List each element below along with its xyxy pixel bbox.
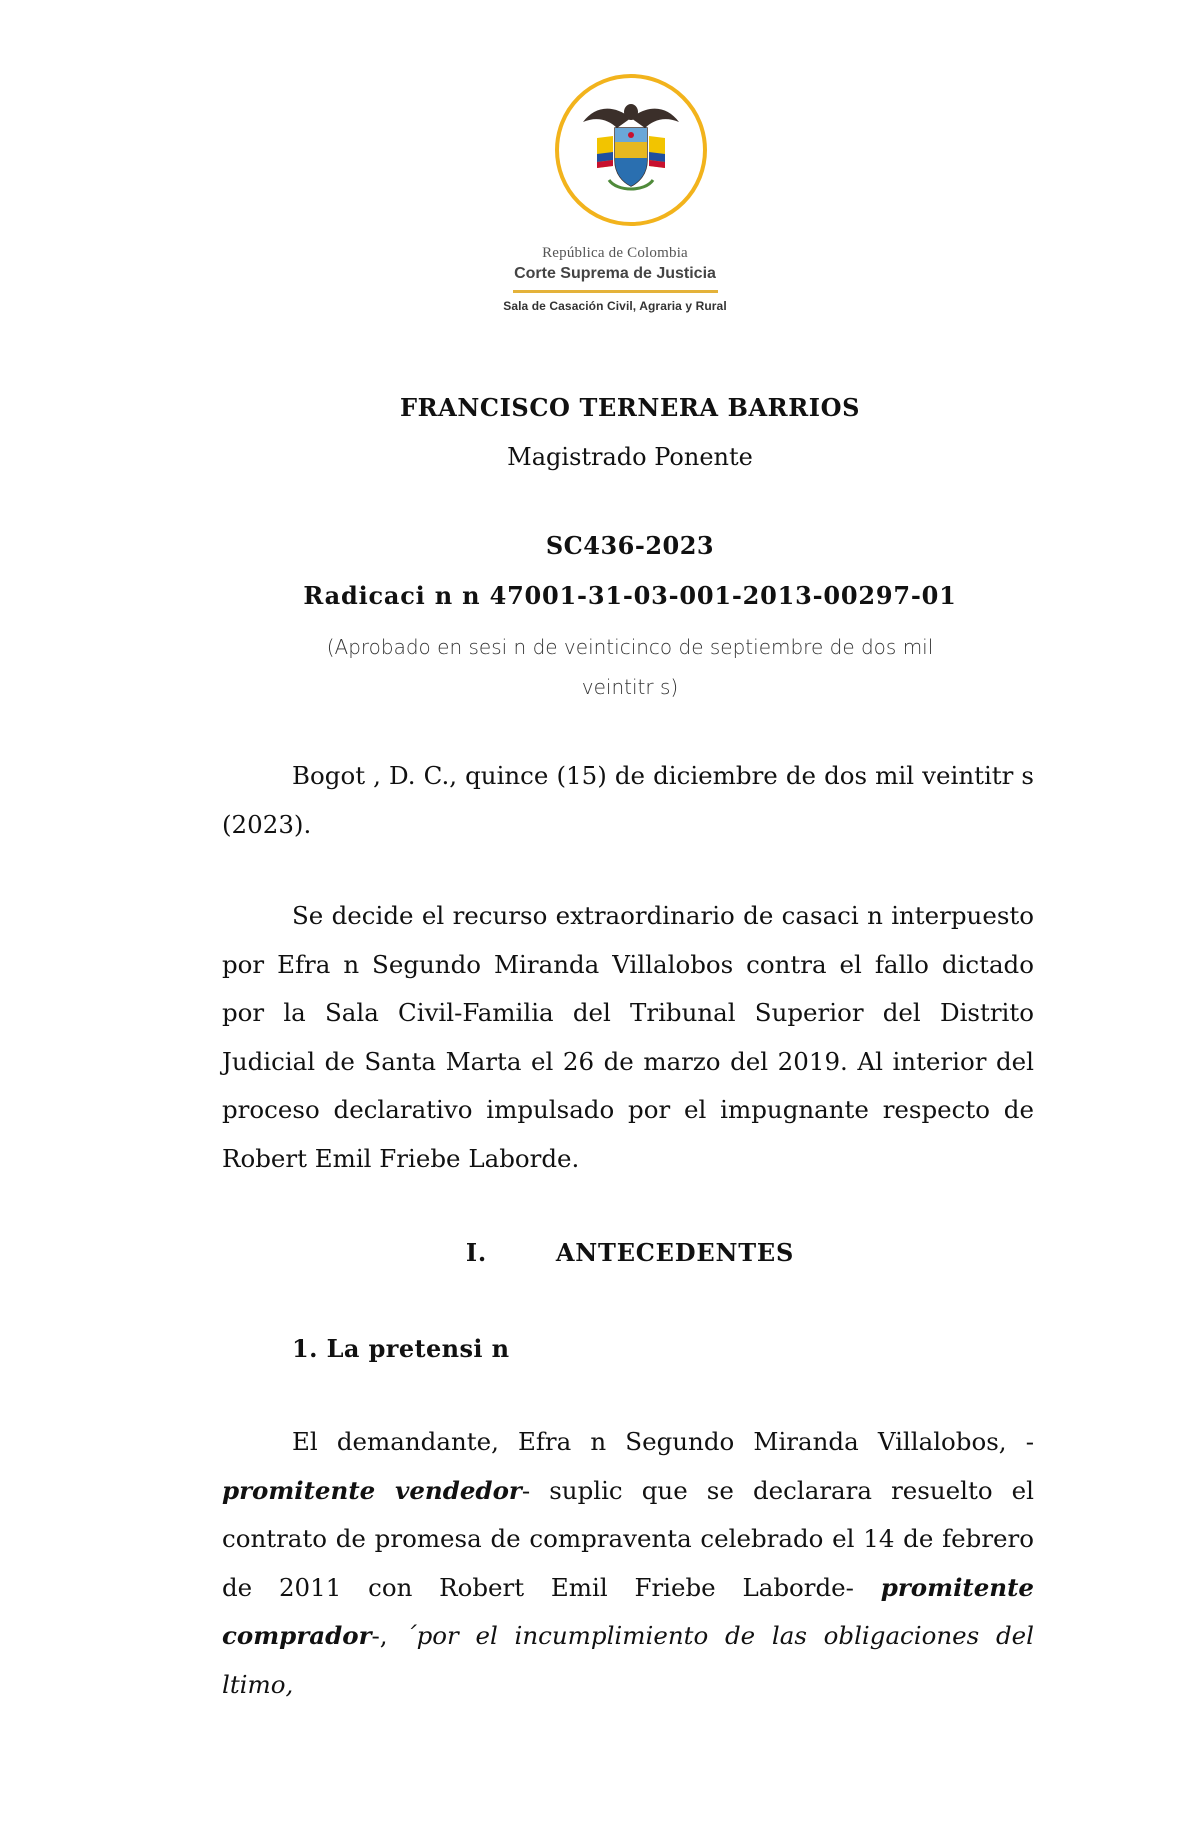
claim-role-seller: promitente vendedor [222,1475,522,1505]
claim-paragraph [222,1418,1034,1709]
date-paragraph [222,752,1034,849]
section-heading [220,1238,1040,1267]
claim-role-buyer-b: comprador [222,1621,372,1650]
court-seal [551,70,711,230]
institution-block [480,245,750,313]
decision-text: Se decide el recurso extraordinario de casaci n interpuesto por Efra n Segundo Miranda Villalobos contra el fallo dictado por la Sala Civil-Familia del Tribunal Superior del Distrito Judicial de Santa Marta el 26 de marzo del 2019. Al interior del proceso declarativo impulsado por el impugnante respecto de Robert Emil Friebe Laborde. [222,901,1034,1173]
chamber-name: Sala de Casación Civil, Agraria y Rural [503,299,727,313]
country-name: República de Colombia [542,245,688,261]
approval-line-1: (Aprobado en sesi n de veinticinco de septiembre de dos mil [326,635,934,659]
header-rule [513,290,718,293]
date-text: Bogot , D. C., quince (15) de diciembre de dos mil veintitr s (2023). [222,761,1034,839]
claim-text-3: -, [371,1621,405,1650]
section-number: I. [465,1238,488,1267]
approval-note [220,627,1040,707]
claim-role-buyer-a: promitente [880,1572,1034,1602]
decision-paragraph [222,892,1034,1183]
radicacion-number: Radicaci n n 47001-31-03-001-2013-00297-01 [303,581,957,610]
claim-text-2: - suplic que se declarara resuelto el contrato de promesa de compraventa celebrado el 14 de febrero de 2011 con Robert Emil Friebe Laborde- [222,1475,1035,1602]
subsection-heading: 1. La pretensi n [292,1334,510,1363]
court-name: Corte Suprema de Justicia [514,265,716,282]
claim-quote: ´por el incumplimiento de las obligaciones del ltimo, [222,1621,1034,1699]
magistrate-name: FRANCISCO TERNERA BARRIOS [399,393,861,422]
section-title: ANTECEDENTES [555,1238,795,1267]
ruling-code: SC436-2023 [545,531,715,560]
magistrate-role: Magistrado Ponente [507,443,753,471]
claim-text-1: El demandante, Efra n Segundo Miranda Villalobos, - [292,1427,1034,1456]
colombian-coat-of-arms-icon [551,70,711,230]
approval-line-2: veintitr s) [581,675,679,699]
